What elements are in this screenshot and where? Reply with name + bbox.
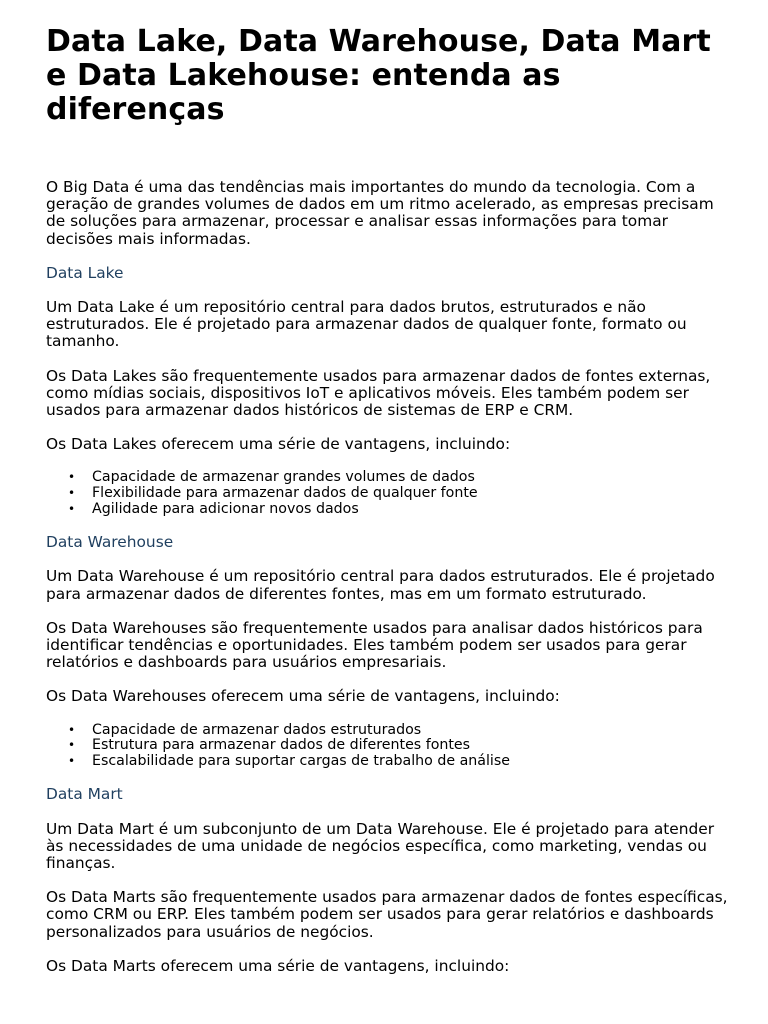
paragraph: Um Data Lake é um repositório central para dados brutos, estruturados e não estruturados. Ele é projetado para armazenar dados de qualquer fonte, formato ou tamanho. (46, 298, 687, 351)
list-item (68, 721, 736, 739)
paragraph: Os Data Marts oferecem uma série de vantagens, incluindo: (46, 956, 510, 975)
section-heading-data-warehouse: Data Warehouse (46, 533, 174, 552)
list-item-text: Capacidade de armazenar dados estruturados (92, 721, 422, 738)
paragraph: Um Data Warehouse é um repositório central para dados estruturados. Ele é projetado para armazenar dados de diferentes fontes, mas em um formato estruturado. (46, 567, 715, 603)
paragraph: Os Data Warehouses oferecem uma série de vantagens, incluindo: (46, 687, 560, 706)
bullet-list-data-lake (46, 470, 736, 517)
paragraph: Os Data Warehouses são frequentemente usados para analisar dados históricos para identificar tendências e oportunidades. Eles também podem ser usados para gerar relatórios e dashboards para usuários empresariais. (46, 618, 703, 672)
section-heading-data-lake: Data Lake (46, 263, 124, 282)
bullet-list-data-warehouse (46, 723, 736, 770)
section-data-warehouse (46, 534, 736, 769)
page-title: Data Lake, Data Warehouse, Data Mart e Data Lakehouse: entenda as diferenças (46, 24, 711, 127)
list-item-text: Estrutura para armazenar dados de diferentes fontes (92, 737, 471, 754)
paragraph: Os Data Lakes são frequentemente usados para armazenar dados de fontes externas, como mídias sociais, dispositivos IoT e aplicativos móveis. Eles também podem ser usados para armazenar dados históricos de sistemas de ERP e CRM. (46, 366, 711, 420)
list-item (68, 737, 736, 754)
section-data-mart (46, 786, 736, 975)
paragraph: Os Data Marts são frequentemente usados para armazenar dados de fontes específicas, como CRM ou ERP. Eles também podem ser usados para gerar relatórios e dashboards personalizados para usuários de negócios. (46, 888, 728, 941)
list-item (68, 500, 736, 518)
paragraph: Um Data Mart é um subconjunto de um Data Warehouse. Ele é projetado para atender às necessidades de uma unidade de negócios específica, como marketing, vendas ou finanças. (46, 819, 715, 873)
bullet-icon: • (68, 501, 76, 516)
bullet-icon: • (68, 470, 76, 485)
section-heading-data-mart: Data Mart (46, 785, 123, 804)
section-data-lake (46, 265, 736, 517)
list-item-text: Escalabilidade para suportar cargas de trabalho de análise (92, 752, 510, 769)
list-item (68, 752, 736, 770)
bullet-icon: • (68, 486, 76, 501)
document-page (46, 0, 736, 975)
list-item-text: Flexibilidade para armazenar dados de qualquer fonte (92, 485, 478, 502)
bullet-icon: • (68, 753, 76, 768)
list-item-text: Agilidade para adicionar novos dados (92, 500, 359, 517)
paragraph: Os Data Lakes oferecem uma série de vantagens, incluindo: (46, 435, 511, 454)
bullet-icon: • (68, 722, 76, 737)
intro-paragraph: O Big Data é uma das tendências mais importantes do mundo da tecnologia. Com a geração de grandes volumes de dados em um ritmo acelerado, as empresas precisam de soluções para armazenar, processar e analisar essas informações para tomar decisões mais informadas. (46, 178, 714, 248)
list-item-text: Capacidade de armazenar grandes volumes de dados (92, 469, 475, 486)
list-item (68, 485, 736, 502)
list-item (68, 469, 736, 486)
bullet-icon: • (68, 738, 76, 753)
